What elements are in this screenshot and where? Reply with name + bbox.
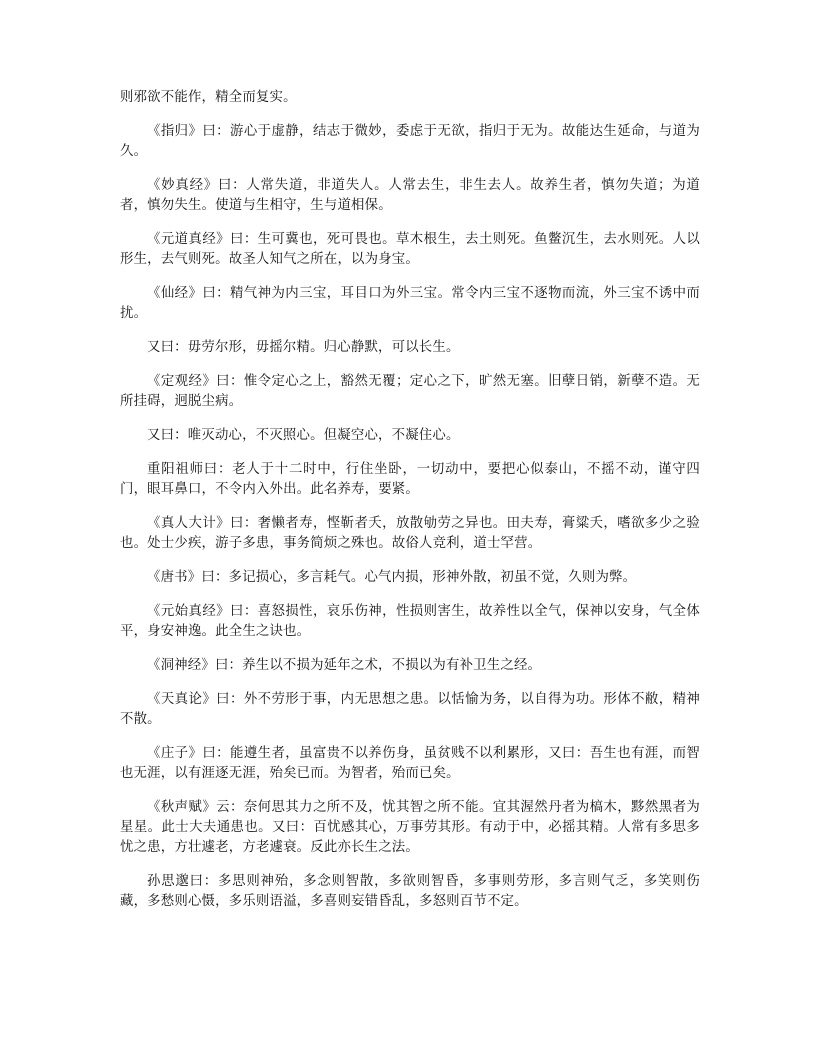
paragraph: 《指归》曰：游心于虚静，结志于微妙，委虑于无欲，指归于无为。故能达生延命，与道为久。 <box>120 124 700 159</box>
paragraph: 《元道真经》曰：生可冀也，死可畏也。草木根生，去土则死。鱼鳖沉生，去水则死。人以形生，去气则死。故圣人知气之所在，以为身宝。 <box>120 232 700 267</box>
paragraph: 《元始真经》曰：喜怒损性，哀乐伤神，性损则害生，故养性以全气，保神以安身，气全体平，身安神逸。此全生之诀也。 <box>120 604 700 639</box>
paragraph: 《洞神经》曰：养生以不损为延年之术，不损以为有补卫生之经。 <box>147 658 542 673</box>
paragraph: 又曰：毋劳尔形，毋摇尔精。归心静默，可以长生。 <box>147 340 460 355</box>
paragraph: 《唐书》曰：多记损心，多言耗气。心气内损，形神外散，初虽不觉，久则为弊。 <box>147 570 637 585</box>
paragraph: 又曰：唯灭动心，不灭照心。但凝空心，不凝住心。 <box>147 428 460 443</box>
paragraph: 《真人大计》曰：奢懒者寿，悭靳者夭，放散劬劳之异也。田夫寿，膏粱夭，嗜欲多少之验也。处士少疾，游子多患，事务简烦之殊也。故俗人竞利，道士罕营。 <box>120 516 700 551</box>
paragraph: 孙思邈曰：多思则神殆，多念则智散，多欲则智昏，多事则劳形，多言则气乏，多笑则伤藏，多愁则心慑，多乐则语溢，多喜则妄错昏乱，多怒则百节不定。 <box>120 874 700 909</box>
paragraph: 《天真论》曰：外不劳形于事，内无思想之患。以恬愉为务，以自得为功。形体不敝，精神不散。 <box>120 692 700 727</box>
paragraph: 《庄子》曰：能遵生者，虽富贵不以养伤身，虽贫贱不以利累形，又曰：吾生也有涯，而智也无涯，以有涯逐无涯，殆矣已而。为智者，殆而已矣。 <box>120 746 700 781</box>
paragraph: 《秋声赋》云：奈何思其力之所不及，忧其智之所不能。宜其渥然丹者为槁木，黟然黑者为星星。此士大夫通患也。又曰：百忧感其心，万事劳其形。有动于中，必摇其精。人常有多思多忧之患，方壮遽老，方老遽衰。反此亦长生之法。 <box>120 800 700 855</box>
paragraph: 则邪欲不能作，精全而复实。 <box>120 90 297 105</box>
document-page <box>120 88 700 926</box>
paragraph: 《仙经》曰：精气神为内三宝，耳目口为外三宝。常令内三宝不逐物而流，外三宝不诱中而扰。 <box>120 286 700 321</box>
paragraph: 《妙真经》曰：人常失道，非道失人。人常去生，非生去人。故养生者，慎勿失道；为道者，慎勿失生。使道与生相守，生与道相保。 <box>120 178 700 213</box>
paragraph: 《定观经》曰：惟令定心之上，豁然无覆；定心之下，旷然无塞。旧孽日销，新孽不造。无所挂碍，迥脱尘病。 <box>120 374 700 409</box>
paragraph: 重阳祖师曰：老人于十二时中，行住坐卧，一切动中，要把心似泰山，不摇不动，谨守四门，眼耳鼻口，不令内入外出。此名养寿，要紧。 <box>120 462 700 497</box>
